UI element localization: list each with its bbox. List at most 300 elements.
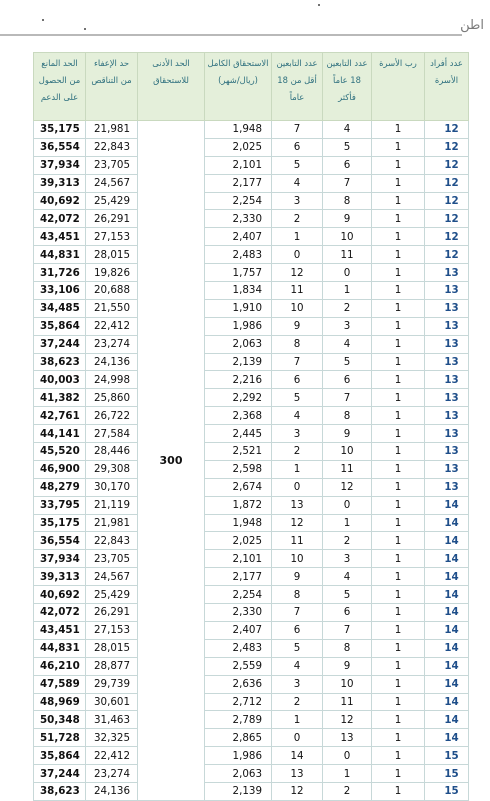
cell-exemption-limit: 28,015 xyxy=(86,639,138,657)
cell-household-head: 1 xyxy=(372,621,425,639)
cell-household-head: 1 xyxy=(372,514,425,532)
cell-full-entitlement: 2,407 xyxy=(205,621,272,639)
cell-dependents-adult: 5 xyxy=(323,353,372,371)
cell-family-size: 13 xyxy=(425,407,469,425)
cell-preventive-limit: 37,244 xyxy=(34,335,86,353)
cell-household-head: 1 xyxy=(372,371,425,389)
cell-preventive-limit: 47,589 xyxy=(34,675,86,693)
cell-family-size: 13 xyxy=(425,478,469,496)
cell-preventive-limit: 35,864 xyxy=(34,747,86,765)
table-row xyxy=(34,550,469,568)
table-row xyxy=(34,621,469,639)
cell-exemption-limit: 21,981 xyxy=(86,121,138,139)
table-row xyxy=(34,156,469,174)
cell-family-size: 13 xyxy=(425,353,469,371)
cell-preventive-limit: 48,279 xyxy=(34,478,86,496)
cell-dependents-adult: 5 xyxy=(323,138,372,156)
cell-household-head: 1 xyxy=(372,586,425,604)
cell-full-entitlement: 1,948 xyxy=(205,121,272,139)
cell-exemption-limit: 29,308 xyxy=(86,460,138,478)
cell-dependents-adult: 8 xyxy=(323,639,372,657)
cell-dependents-minor: 2 xyxy=(272,210,323,228)
cell-preventive-limit: 31,726 xyxy=(34,264,86,282)
speck-dot xyxy=(42,19,44,21)
table-row xyxy=(34,604,469,622)
speck-dot xyxy=(84,28,86,30)
speck-dot xyxy=(318,4,320,6)
cell-household-head: 1 xyxy=(372,550,425,568)
cell-dependents-adult: 2 xyxy=(323,782,372,800)
cell-exemption-limit: 24,567 xyxy=(86,568,138,586)
header-dependents-adult: عدد التابعين 18 عاماً فأكثر xyxy=(323,53,372,121)
cell-preventive-limit: 44,831 xyxy=(34,246,86,264)
table-row xyxy=(34,478,469,496)
table-row xyxy=(34,765,469,783)
cell-exemption-limit: 27,153 xyxy=(86,621,138,639)
cell-exemption-limit: 26,291 xyxy=(86,210,138,228)
header-full-entitlement: الاستحقاق الكامل (ريال/شهر) xyxy=(205,53,272,121)
cell-household-head: 1 xyxy=(372,478,425,496)
cell-dependents-minor: 1 xyxy=(272,228,323,246)
cell-dependents-adult: 4 xyxy=(323,335,372,353)
cell-household-head: 1 xyxy=(372,121,425,139)
cell-household-head: 1 xyxy=(372,210,425,228)
cell-exemption-limit: 25,429 xyxy=(86,192,138,210)
cell-preventive-limit: 42,072 xyxy=(34,604,86,622)
cell-full-entitlement: 2,101 xyxy=(205,156,272,174)
cell-full-entitlement: 2,598 xyxy=(205,460,272,478)
cell-exemption-limit: 24,567 xyxy=(86,174,138,192)
cell-minimum-entitlement: 300 xyxy=(138,121,205,801)
cell-full-entitlement: 2,368 xyxy=(205,407,272,425)
cell-preventive-limit: 35,175 xyxy=(34,121,86,139)
cell-exemption-limit: 22,412 xyxy=(86,317,138,335)
cell-full-entitlement: 2,216 xyxy=(205,371,272,389)
cell-dependents-adult: 0 xyxy=(323,747,372,765)
cell-dependents-adult: 2 xyxy=(323,299,372,317)
cell-family-size: 14 xyxy=(425,621,469,639)
cell-preventive-limit: 40,692 xyxy=(34,586,86,604)
cell-family-size: 12 xyxy=(425,246,469,264)
cell-family-size: 14 xyxy=(425,675,469,693)
cell-dependents-minor: 11 xyxy=(272,532,323,550)
cell-full-entitlement: 1,910 xyxy=(205,299,272,317)
cell-household-head: 1 xyxy=(372,228,425,246)
cell-family-size: 12 xyxy=(425,138,469,156)
cell-full-entitlement: 2,177 xyxy=(205,174,272,192)
cell-exemption-limit: 26,722 xyxy=(86,407,138,425)
cell-dependents-adult: 2 xyxy=(323,532,372,550)
cell-family-size: 14 xyxy=(425,604,469,622)
cell-full-entitlement: 2,025 xyxy=(205,138,272,156)
cell-full-entitlement: 2,177 xyxy=(205,568,272,586)
cell-dependents-minor: 13 xyxy=(272,765,323,783)
cell-dependents-adult: 12 xyxy=(323,711,372,729)
cell-full-entitlement: 2,483 xyxy=(205,246,272,264)
cell-dependents-minor: 4 xyxy=(272,174,323,192)
cell-family-size: 15 xyxy=(425,782,469,800)
cell-household-head: 1 xyxy=(372,782,425,800)
cell-family-size: 15 xyxy=(425,765,469,783)
cell-family-size: 13 xyxy=(425,264,469,282)
cell-dependents-minor: 13 xyxy=(272,496,323,514)
cell-dependents-minor: 1 xyxy=(272,460,323,478)
cell-exemption-limit: 29,739 xyxy=(86,675,138,693)
cell-household-head: 1 xyxy=(372,657,425,675)
cell-family-size: 14 xyxy=(425,496,469,514)
cell-preventive-limit: 33,795 xyxy=(34,496,86,514)
cell-dependents-minor: 6 xyxy=(272,371,323,389)
cell-preventive-limit: 37,934 xyxy=(34,156,86,174)
table-row xyxy=(34,335,469,353)
cell-dependents-minor: 3 xyxy=(272,192,323,210)
cell-preventive-limit: 39,313 xyxy=(34,174,86,192)
cell-dependents-adult: 0 xyxy=(323,264,372,282)
cell-dependents-adult: 7 xyxy=(323,389,372,407)
cell-family-size: 13 xyxy=(425,460,469,478)
cell-family-size: 13 xyxy=(425,282,469,300)
cell-exemption-limit: 23,274 xyxy=(86,765,138,783)
cell-exemption-limit: 23,705 xyxy=(86,156,138,174)
cell-dependents-minor: 2 xyxy=(272,693,323,711)
cell-preventive-limit: 40,003 xyxy=(34,371,86,389)
cell-household-head: 1 xyxy=(372,425,425,443)
cell-household-head: 1 xyxy=(372,747,425,765)
cell-dependents-minor: 7 xyxy=(272,121,323,139)
cell-preventive-limit: 45,520 xyxy=(34,443,86,461)
table-row xyxy=(34,443,469,461)
cell-household-head: 1 xyxy=(372,407,425,425)
cell-preventive-limit: 33,106 xyxy=(34,282,86,300)
cell-full-entitlement: 1,986 xyxy=(205,747,272,765)
cell-family-size: 12 xyxy=(425,228,469,246)
header-divider xyxy=(0,34,462,36)
cell-full-entitlement: 2,025 xyxy=(205,532,272,550)
cell-dependents-adult: 6 xyxy=(323,371,372,389)
cell-exemption-limit: 30,601 xyxy=(86,693,138,711)
cell-preventive-limit: 34,485 xyxy=(34,299,86,317)
cell-household-head: 1 xyxy=(372,460,425,478)
cell-dependents-adult: 1 xyxy=(323,282,372,300)
cell-dependents-adult: 3 xyxy=(323,550,372,568)
cell-dependents-minor: 11 xyxy=(272,282,323,300)
cell-exemption-limit: 27,584 xyxy=(86,425,138,443)
header-minimum-entitlement: الحد الأدنى للاستحقاق xyxy=(138,53,205,121)
cell-household-head: 1 xyxy=(372,317,425,335)
cell-dependents-minor: 0 xyxy=(272,478,323,496)
cell-preventive-limit: 36,554 xyxy=(34,532,86,550)
cell-household-head: 1 xyxy=(372,443,425,461)
cell-preventive-limit: 41,382 xyxy=(34,389,86,407)
cell-family-size: 13 xyxy=(425,443,469,461)
cell-dependents-minor: 1 xyxy=(272,711,323,729)
cell-full-entitlement: 2,330 xyxy=(205,604,272,622)
cell-full-entitlement: 2,139 xyxy=(205,353,272,371)
cell-full-entitlement: 2,445 xyxy=(205,425,272,443)
cell-household-head: 1 xyxy=(372,335,425,353)
table-row xyxy=(34,121,469,139)
cell-exemption-limit: 23,705 xyxy=(86,550,138,568)
header-corner-text: اطن xyxy=(460,18,484,33)
table-row xyxy=(34,514,469,532)
cell-dependents-minor: 12 xyxy=(272,264,323,282)
cell-dependents-minor: 9 xyxy=(272,317,323,335)
cell-exemption-limit: 28,446 xyxy=(86,443,138,461)
cell-dependents-adult: 13 xyxy=(323,729,372,747)
cell-preventive-limit: 43,451 xyxy=(34,228,86,246)
cell-family-size: 13 xyxy=(425,299,469,317)
cell-household-head: 1 xyxy=(372,496,425,514)
table-row xyxy=(34,228,469,246)
cell-exemption-limit: 28,015 xyxy=(86,246,138,264)
cell-dependents-minor: 10 xyxy=(272,299,323,317)
cell-dependents-minor: 4 xyxy=(272,407,323,425)
cell-household-head: 1 xyxy=(372,711,425,729)
cell-full-entitlement: 2,139 xyxy=(205,782,272,800)
cell-exemption-limit: 25,429 xyxy=(86,586,138,604)
cell-dependents-minor: 5 xyxy=(272,639,323,657)
table-row xyxy=(34,747,469,765)
cell-family-size: 14 xyxy=(425,729,469,747)
cell-full-entitlement: 2,101 xyxy=(205,550,272,568)
cell-dependents-adult: 0 xyxy=(323,496,372,514)
cell-exemption-limit: 24,998 xyxy=(86,371,138,389)
cell-dependents-adult: 8 xyxy=(323,407,372,425)
cell-exemption-limit: 22,412 xyxy=(86,747,138,765)
cell-preventive-limit: 51,728 xyxy=(34,729,86,747)
table-row xyxy=(34,407,469,425)
cell-preventive-limit: 42,072 xyxy=(34,210,86,228)
cell-household-head: 1 xyxy=(372,604,425,622)
cell-dependents-minor: 2 xyxy=(272,443,323,461)
header-preventive-limit: الحد المانع من الحصول على الدعم xyxy=(34,53,86,121)
cell-dependents-adult: 6 xyxy=(323,604,372,622)
cell-full-entitlement: 2,865 xyxy=(205,729,272,747)
cell-full-entitlement: 1,834 xyxy=(205,282,272,300)
table-row xyxy=(34,496,469,514)
cell-exemption-limit: 32,325 xyxy=(86,729,138,747)
cell-full-entitlement: 2,712 xyxy=(205,693,272,711)
cell-preventive-limit: 38,623 xyxy=(34,353,86,371)
cell-exemption-limit: 30,170 xyxy=(86,478,138,496)
cell-exemption-limit: 28,877 xyxy=(86,657,138,675)
table-row xyxy=(34,425,469,443)
cell-family-size: 12 xyxy=(425,156,469,174)
cell-family-size: 13 xyxy=(425,317,469,335)
cell-preventive-limit: 50,348 xyxy=(34,711,86,729)
cell-full-entitlement: 2,254 xyxy=(205,586,272,604)
cell-dependents-minor: 12 xyxy=(272,514,323,532)
cell-dependents-minor: 14 xyxy=(272,747,323,765)
cell-family-size: 14 xyxy=(425,532,469,550)
cell-dependents-minor: 12 xyxy=(272,782,323,800)
table-row xyxy=(34,639,469,657)
cell-preventive-limit: 46,210 xyxy=(34,657,86,675)
cell-dependents-minor: 6 xyxy=(272,621,323,639)
cell-dependents-minor: 3 xyxy=(272,425,323,443)
cell-household-head: 1 xyxy=(372,765,425,783)
cell-exemption-limit: 20,688 xyxy=(86,282,138,300)
table-row xyxy=(34,532,469,550)
cell-household-head: 1 xyxy=(372,264,425,282)
table-row xyxy=(34,693,469,711)
table-row xyxy=(34,711,469,729)
table-row xyxy=(34,675,469,693)
cell-family-size: 14 xyxy=(425,568,469,586)
cell-household-head: 1 xyxy=(372,282,425,300)
cell-full-entitlement: 2,559 xyxy=(205,657,272,675)
cell-household-head: 1 xyxy=(372,192,425,210)
table-row xyxy=(34,138,469,156)
cell-full-entitlement: 2,483 xyxy=(205,639,272,657)
table-body xyxy=(34,121,469,801)
cell-full-entitlement: 2,063 xyxy=(205,335,272,353)
cell-household-head: 1 xyxy=(372,389,425,407)
cell-dependents-adult: 10 xyxy=(323,228,372,246)
cell-family-size: 12 xyxy=(425,121,469,139)
cell-dependents-adult: 7 xyxy=(323,174,372,192)
cell-preventive-limit: 35,175 xyxy=(34,514,86,532)
cell-dependents-minor: 7 xyxy=(272,604,323,622)
cell-dependents-adult: 9 xyxy=(323,657,372,675)
cell-exemption-limit: 31,463 xyxy=(86,711,138,729)
cell-dependents-minor: 8 xyxy=(272,586,323,604)
cell-household-head: 1 xyxy=(372,568,425,586)
cell-preventive-limit: 42,761 xyxy=(34,407,86,425)
cell-dependents-adult: 11 xyxy=(323,246,372,264)
table-row xyxy=(34,389,469,407)
cell-household-head: 1 xyxy=(372,639,425,657)
cell-family-size: 13 xyxy=(425,425,469,443)
table-row xyxy=(34,729,469,747)
cell-family-size: 15 xyxy=(425,747,469,765)
cell-dependents-adult: 4 xyxy=(323,121,372,139)
cell-exemption-limit: 24,136 xyxy=(86,353,138,371)
cell-household-head: 1 xyxy=(372,138,425,156)
cell-full-entitlement: 2,521 xyxy=(205,443,272,461)
table-row xyxy=(34,192,469,210)
cell-household-head: 1 xyxy=(372,174,425,192)
cell-household-head: 1 xyxy=(372,299,425,317)
cell-dependents-minor: 5 xyxy=(272,156,323,174)
cell-dependents-adult: 4 xyxy=(323,568,372,586)
cell-household-head: 1 xyxy=(372,675,425,693)
support-eligibility-table xyxy=(33,52,469,801)
cell-dependents-adult: 1 xyxy=(323,514,372,532)
cell-dependents-minor: 7 xyxy=(272,353,323,371)
cell-family-size: 14 xyxy=(425,586,469,604)
cell-preventive-limit: 37,934 xyxy=(34,550,86,568)
cell-preventive-limit: 36,554 xyxy=(34,138,86,156)
header-exemption-limit: حد الإعفاء من التناقص xyxy=(86,53,138,121)
header-dependents-minor: عدد التابعين أقل من 18 عاماً xyxy=(272,53,323,121)
header-household-head: رب الأسرة xyxy=(372,53,425,121)
cell-dependents-minor: 6 xyxy=(272,138,323,156)
table-header-row xyxy=(34,53,469,121)
cell-family-size: 14 xyxy=(425,711,469,729)
cell-family-size: 13 xyxy=(425,389,469,407)
cell-full-entitlement: 1,872 xyxy=(205,496,272,514)
cell-family-size: 14 xyxy=(425,514,469,532)
cell-full-entitlement: 2,789 xyxy=(205,711,272,729)
cell-full-entitlement: 1,757 xyxy=(205,264,272,282)
cell-family-size: 14 xyxy=(425,550,469,568)
cell-dependents-adult: 9 xyxy=(323,210,372,228)
table-row xyxy=(34,299,469,317)
table-row xyxy=(34,568,469,586)
cell-dependents-adult: 5 xyxy=(323,586,372,604)
cell-dependents-minor: 4 xyxy=(272,657,323,675)
cell-preventive-limit: 44,141 xyxy=(34,425,86,443)
cell-family-size: 12 xyxy=(425,210,469,228)
cell-exemption-limit: 22,843 xyxy=(86,532,138,550)
table-row xyxy=(34,460,469,478)
header-family-size: عدد أفراد الأسرة xyxy=(425,53,469,121)
cell-dependents-adult: 10 xyxy=(323,675,372,693)
table-row xyxy=(34,353,469,371)
cell-exemption-limit: 26,291 xyxy=(86,604,138,622)
cell-preventive-limit: 44,831 xyxy=(34,639,86,657)
cell-preventive-limit: 37,244 xyxy=(34,765,86,783)
table-row xyxy=(34,210,469,228)
cell-preventive-limit: 46,900 xyxy=(34,460,86,478)
table-row xyxy=(34,586,469,604)
cell-exemption-limit: 22,843 xyxy=(86,138,138,156)
cell-family-size: 13 xyxy=(425,335,469,353)
cell-household-head: 1 xyxy=(372,729,425,747)
cell-household-head: 1 xyxy=(372,246,425,264)
cell-family-size: 14 xyxy=(425,693,469,711)
cell-dependents-adult: 11 xyxy=(323,693,372,711)
cell-household-head: 1 xyxy=(372,353,425,371)
cell-family-size: 14 xyxy=(425,639,469,657)
table-row xyxy=(34,782,469,800)
table-row xyxy=(34,657,469,675)
cell-exemption-limit: 21,550 xyxy=(86,299,138,317)
cell-dependents-adult: 7 xyxy=(323,621,372,639)
cell-dependents-minor: 5 xyxy=(272,389,323,407)
cell-dependents-minor: 0 xyxy=(272,246,323,264)
cell-dependents-adult: 12 xyxy=(323,478,372,496)
cell-exemption-limit: 19,826 xyxy=(86,264,138,282)
cell-full-entitlement: 2,407 xyxy=(205,228,272,246)
cell-family-size: 14 xyxy=(425,657,469,675)
cell-preventive-limit: 43,451 xyxy=(34,621,86,639)
cell-exemption-limit: 25,860 xyxy=(86,389,138,407)
cell-dependents-minor: 3 xyxy=(272,675,323,693)
cell-preventive-limit: 35,864 xyxy=(34,317,86,335)
cell-exemption-limit: 27,153 xyxy=(86,228,138,246)
cell-full-entitlement: 2,063 xyxy=(205,765,272,783)
table-row xyxy=(34,317,469,335)
cell-family-size: 12 xyxy=(425,192,469,210)
cell-household-head: 1 xyxy=(372,156,425,174)
cell-full-entitlement: 2,292 xyxy=(205,389,272,407)
cell-exemption-limit: 21,981 xyxy=(86,514,138,532)
cell-family-size: 12 xyxy=(425,174,469,192)
cell-dependents-adult: 8 xyxy=(323,192,372,210)
cell-dependents-adult: 6 xyxy=(323,156,372,174)
cell-dependents-adult: 9 xyxy=(323,425,372,443)
cell-exemption-limit: 23,274 xyxy=(86,335,138,353)
cell-exemption-limit: 21,119 xyxy=(86,496,138,514)
cell-dependents-adult: 3 xyxy=(323,317,372,335)
table-row xyxy=(34,246,469,264)
cell-preventive-limit: 38,623 xyxy=(34,782,86,800)
table-row xyxy=(34,264,469,282)
cell-full-entitlement: 2,674 xyxy=(205,478,272,496)
table-row xyxy=(34,371,469,389)
